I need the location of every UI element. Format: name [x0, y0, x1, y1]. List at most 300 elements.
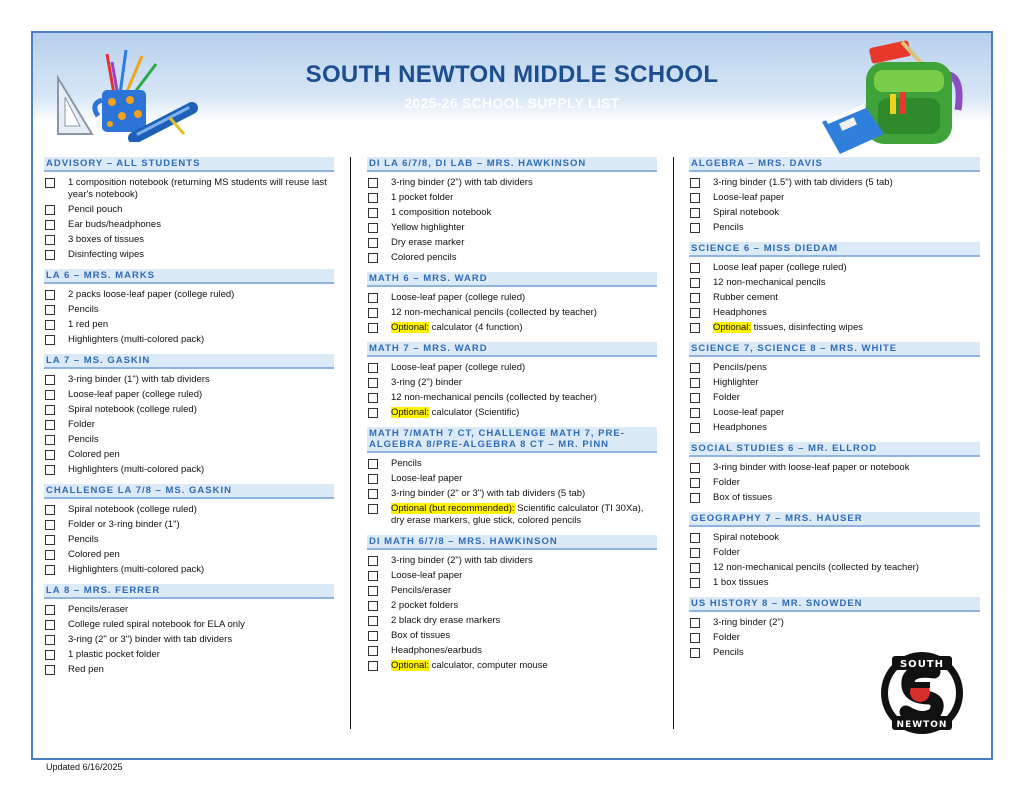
optional-highlight: Optional (but recommended): [391, 502, 515, 514]
checkbox[interactable] [690, 363, 700, 373]
checkbox[interactable] [690, 563, 700, 573]
checkbox[interactable] [690, 208, 700, 218]
checkbox[interactable] [45, 205, 55, 215]
checkbox[interactable] [690, 648, 700, 658]
checkbox[interactable] [45, 305, 55, 315]
supply-item-label [713, 292, 778, 304]
supply-item-text: 3 boxes of tissues [68, 233, 145, 245]
checkbox[interactable] [368, 661, 378, 671]
checkbox[interactable] [45, 465, 55, 475]
supply-item [44, 175, 334, 202]
supply-item [44, 602, 334, 617]
supply-item-label [391, 503, 657, 527]
supply-item-label [713, 477, 740, 489]
supply-item [44, 247, 334, 262]
supply-item-label [391, 392, 597, 404]
supply-item-text: Spiral notebook (college ruled) [68, 503, 197, 515]
supply-item [367, 305, 657, 320]
supply-item [44, 617, 334, 632]
supply-item-label [68, 419, 95, 431]
checkbox[interactable] [368, 631, 378, 641]
supply-item-text: Dry erase marker [391, 236, 465, 248]
supply-item-label [391, 177, 533, 189]
page-subtitle: 2025-26 SCHOOL SUPPLY LIST [404, 95, 620, 111]
supply-item-label [68, 449, 120, 461]
optional-highlight: Optional: [713, 321, 752, 333]
checkbox[interactable] [368, 223, 378, 233]
supply-item [367, 320, 657, 335]
supply-item-text: Loose-leaf paper [713, 406, 785, 418]
checkbox[interactable] [45, 435, 55, 445]
checkbox[interactable] [45, 335, 55, 345]
supply-item-text: 1 red pen [68, 318, 109, 330]
supply-item-text: 3-ring binder (2" or 3") with tab dividers (5 tab) [391, 487, 586, 499]
supply-item [44, 317, 334, 332]
supply-item-text: 2 packs loose-leaf paper (college ruled) [68, 288, 235, 300]
supply-item-label [391, 660, 548, 672]
supply-item-text: 3-ring binder (1") with tab dividers [68, 373, 210, 385]
supply-section [367, 427, 657, 528]
section-heading: GEOGRAPHY 7 – MRS. HAUSER [689, 512, 980, 527]
checkbox[interactable] [368, 238, 378, 248]
supply-item-text: tissues, disinfecting wipes [751, 321, 863, 333]
supply-item-label [391, 207, 491, 219]
supply-item-text: Highlighter [713, 376, 759, 388]
supply-item-text: Pencils/eraser [68, 603, 129, 615]
checkbox[interactable] [368, 293, 378, 303]
supply-item-text: 2 pocket folders [391, 599, 459, 611]
supply-item-text: Loose-leaf paper (college ruled) [68, 388, 203, 400]
checkbox[interactable] [690, 618, 700, 628]
section-heading: MATH 7/MATH 7 CT, CHALLENGE MATH 7, PRE-ALGEBRA 8/PRE-ALGEBRA 8 CT – MR. PINN [367, 427, 657, 453]
supply-item-text: Loose-leaf paper [713, 191, 785, 203]
supply-item-label [713, 207, 779, 219]
checkbox[interactable] [368, 253, 378, 263]
supply-section [367, 272, 657, 335]
supply-item-label [713, 577, 768, 589]
school-supplies-illustration [52, 42, 200, 142]
supply-item-text: 3-ring (2" or 3") binder with tab dividers [68, 633, 233, 645]
checkbox[interactable] [368, 363, 378, 373]
checkbox[interactable] [690, 393, 700, 403]
supply-item [44, 662, 334, 677]
checkbox[interactable] [45, 535, 55, 545]
supply-item [44, 287, 334, 302]
supply-item-label [391, 600, 458, 612]
section-heading: MATH 7 – MRS. WARD [367, 342, 657, 357]
supply-item [44, 417, 334, 432]
supply-item [689, 275, 980, 290]
checkbox[interactable] [368, 646, 378, 656]
supply-item-text: calculator (4 function) [429, 321, 523, 333]
checkbox[interactable] [45, 235, 55, 245]
supply-item [44, 462, 334, 477]
supply-item-label [391, 488, 585, 500]
checkbox[interactable] [45, 450, 55, 460]
supply-item [367, 390, 657, 405]
supply-item [689, 390, 980, 405]
supply-item-text: Pencils [713, 646, 744, 658]
supply-item-text: Loose leaf paper (college ruled) [713, 261, 847, 273]
checkbox[interactable] [690, 293, 700, 303]
supply-item [44, 517, 334, 532]
supply-item-text: Red pen [68, 663, 104, 675]
supply-item-label [68, 649, 160, 661]
checkbox[interactable] [368, 193, 378, 203]
supply-item-label [68, 604, 128, 616]
supply-item-label [713, 492, 772, 504]
checkbox[interactable] [690, 193, 700, 203]
checkbox[interactable] [368, 616, 378, 626]
supply-item-label [68, 249, 144, 261]
supply-item [689, 475, 980, 490]
supply-column-2 [367, 157, 657, 680]
supply-section [44, 584, 334, 677]
checkbox[interactable] [368, 556, 378, 566]
section-heading: DI MATH 6/7/8 – MRS. HAWKINSON [367, 535, 657, 550]
supply-section [44, 354, 334, 477]
supply-item-label [713, 647, 744, 659]
optional-highlight: Optional: [391, 659, 430, 671]
checkbox[interactable] [690, 278, 700, 288]
supply-item-text: Loose-leaf paper (college ruled) [391, 361, 526, 373]
supply-item [44, 332, 334, 347]
supply-item [367, 643, 657, 658]
supply-section [367, 157, 657, 265]
supply-item [367, 235, 657, 250]
checkbox[interactable] [368, 178, 378, 188]
supply-item [689, 190, 980, 205]
supply-item [367, 553, 657, 568]
supply-item [367, 220, 657, 235]
supply-item-label [391, 362, 525, 374]
checkbox[interactable] [45, 320, 55, 330]
supply-item-label [391, 192, 453, 204]
supply-item [367, 568, 657, 583]
supply-item-label [68, 564, 204, 576]
checkbox[interactable] [368, 308, 378, 318]
supply-item-text: 3-ring binder (2") with tab dividers [391, 554, 533, 566]
supply-item-text: 3-ring binder with loose-leaf paper or notebook [713, 461, 910, 473]
checkbox[interactable] [690, 578, 700, 588]
section-heading: LA 6 – MRS. MARKS [44, 269, 334, 284]
supply-item-text: 1 composition notebook (returning MS students will reuse last year's notebook) [68, 176, 327, 200]
supply-item-text: 3-ring binder (2") [713, 616, 784, 628]
supply-item-label [68, 234, 144, 246]
checkbox[interactable] [368, 571, 378, 581]
backpack-illustration [818, 36, 974, 156]
supply-item [367, 486, 657, 501]
checkbox[interactable] [368, 474, 378, 484]
supply-item [44, 432, 334, 447]
supply-item-label [713, 177, 893, 189]
supply-item-label [391, 222, 465, 234]
supply-item-text: 1 box tissues [713, 576, 769, 588]
supply-item [44, 647, 334, 662]
supply-item-text: Folder [68, 418, 95, 430]
supply-item-text: Pencils [68, 303, 99, 315]
supply-item-text: Highlighters (multi-colored pack) [68, 333, 205, 345]
supply-item-label [68, 434, 99, 446]
checkbox[interactable] [690, 548, 700, 558]
supply-item-label [713, 277, 825, 289]
checkbox[interactable] [368, 393, 378, 403]
supply-item [44, 232, 334, 247]
supply-item-label [68, 664, 104, 676]
supply-item-label [391, 473, 462, 485]
supply-item [367, 598, 657, 613]
supply-item-text: Disinfecting wipes [68, 248, 145, 260]
logo-top-text: SOUTH [899, 659, 945, 670]
supply-item [44, 562, 334, 577]
supply-item-text: Scientific calculator (TI 30Xa), dry erase markers, glue stick, colored pencils [391, 502, 644, 526]
supply-item [689, 220, 980, 235]
section-heading: ADVISORY – ALL STUDENTS [44, 157, 334, 172]
supply-item-label [713, 617, 784, 629]
supply-item [44, 532, 334, 547]
checkbox[interactable] [45, 605, 55, 615]
supply-section [689, 242, 980, 335]
supply-item-label [391, 307, 597, 319]
checkbox[interactable] [690, 533, 700, 543]
supply-item-text: Highlighters (multi-colored pack) [68, 463, 205, 475]
checkbox[interactable] [45, 220, 55, 230]
supply-item-text: 3-ring binder (1.5") with tab dividers (5 tab) [713, 176, 893, 188]
supply-item-label [713, 562, 919, 574]
supply-item [689, 375, 980, 390]
supply-item-label [391, 570, 462, 582]
supply-item [689, 615, 980, 630]
supply-item-text: 12 non-mechanical pencils (collected by teacher) [391, 306, 597, 318]
supply-item-text: Pencil pouch [68, 203, 123, 215]
supply-item-text: 1 plastic pocket folder [68, 648, 160, 660]
supply-section [689, 512, 980, 590]
supply-item [689, 560, 980, 575]
checkbox[interactable] [45, 520, 55, 530]
checkbox[interactable] [368, 408, 378, 418]
supply-item-text: Pencils/eraser [391, 584, 452, 596]
supply-item-label [68, 177, 334, 201]
supply-section [367, 535, 657, 673]
supply-item-label [713, 407, 784, 419]
supply-item-text: Pencils [391, 457, 422, 469]
supply-item-text: Loose-leaf paper [391, 569, 463, 581]
checkbox[interactable] [368, 378, 378, 388]
supply-item [44, 217, 334, 232]
supply-item [367, 501, 657, 528]
checkbox[interactable] [45, 550, 55, 560]
checkbox[interactable] [368, 323, 378, 333]
supply-item-label [391, 645, 482, 657]
column-divider [673, 157, 674, 729]
supply-item-label [713, 532, 779, 544]
supply-item [689, 260, 980, 275]
checkbox[interactable] [45, 178, 55, 188]
supply-section [367, 342, 657, 420]
supply-item-label [68, 549, 120, 561]
supply-item-label [391, 292, 525, 304]
supply-item [44, 202, 334, 217]
supply-item-label [713, 192, 784, 204]
supply-item-label [713, 377, 758, 389]
school-logo [872, 648, 972, 738]
section-heading: LA 7 – MS. GASKIN [44, 354, 334, 369]
checkbox[interactable] [45, 405, 55, 415]
supply-item-label [713, 547, 740, 559]
checkbox[interactable] [690, 378, 700, 388]
supply-item-label [391, 615, 500, 627]
checkbox[interactable] [690, 478, 700, 488]
supply-item [689, 360, 980, 375]
supply-item [44, 502, 334, 517]
supply-item-text: Box of tissues [391, 629, 451, 641]
checkbox[interactable] [690, 633, 700, 643]
supply-item-text: 3-ring binder (2") with tab dividers [391, 176, 533, 188]
checkbox[interactable] [45, 290, 55, 300]
supply-item [367, 628, 657, 643]
supply-item-text: Spiral notebook [713, 206, 780, 218]
supply-item [367, 190, 657, 205]
checkbox[interactable] [690, 408, 700, 418]
supply-item [44, 402, 334, 417]
supply-item-label [391, 322, 523, 334]
supply-item [689, 305, 980, 320]
supply-item-label [68, 534, 99, 546]
checkbox[interactable] [45, 505, 55, 515]
supply-section [44, 269, 334, 347]
supply-item-label [68, 404, 197, 416]
supply-item-label [713, 262, 847, 274]
supply-item [44, 547, 334, 562]
checkbox[interactable] [690, 308, 700, 318]
optional-highlight: Optional: [391, 321, 430, 333]
supply-item-text: Headphones/earbuds [391, 644, 482, 656]
supply-item-text: Pencils [68, 433, 99, 445]
supply-item-label [68, 464, 204, 476]
supply-item-label [713, 322, 863, 334]
checkbox[interactable] [45, 420, 55, 430]
supply-item-text: Folder [713, 391, 740, 403]
supply-item-text: 12 non-mechanical pencils (collected by teacher) [713, 561, 919, 573]
supply-item-text: College ruled spiral notebook for ELA only [68, 618, 245, 630]
supply-column-1 [44, 157, 334, 684]
section-heading: SCIENCE 7, SCIENCE 8 – MRS. WHITE [689, 342, 980, 357]
supply-item-label [391, 458, 422, 470]
page-title: SOUTH NEWTON MIDDLE SCHOOL [305, 61, 719, 88]
section-heading: CHALLENGE LA 7/8 – MS. GASKIN [44, 484, 334, 499]
column-divider [350, 157, 351, 729]
supply-item-label [713, 307, 767, 319]
updated-date: Updated 6/16/2025 [46, 762, 123, 772]
supply-item-text: Folder or 3-ring binder (1") [68, 518, 180, 530]
supply-item-text: 12 non-mechanical pencils [713, 276, 826, 288]
supply-item-text: Folder [713, 631, 740, 643]
supply-item-text: Loose-leaf paper (college ruled) [391, 291, 526, 303]
checkbox[interactable] [690, 323, 700, 333]
supply-item [367, 613, 657, 628]
supply-item-label [391, 585, 451, 597]
supply-item [44, 372, 334, 387]
checkbox[interactable] [45, 650, 55, 660]
supply-item-text: Folder [713, 546, 740, 558]
checkbox[interactable] [45, 665, 55, 675]
checkbox[interactable] [368, 586, 378, 596]
section-heading: MATH 6 – MRS. WARD [367, 272, 657, 287]
supply-item-text: Spiral notebook (college ruled) [68, 403, 197, 415]
supply-item-label [68, 374, 210, 386]
checkbox[interactable] [45, 390, 55, 400]
section-heading: LA 8 – MRS. FERRER [44, 584, 334, 599]
supply-item-label [68, 319, 108, 331]
checkbox[interactable] [45, 375, 55, 385]
checkbox[interactable] [690, 493, 700, 503]
supply-section [689, 342, 980, 435]
supply-item [367, 405, 657, 420]
checkbox[interactable] [690, 223, 700, 233]
checkbox[interactable] [45, 565, 55, 575]
supply-item-text: calculator (Scientific) [429, 406, 520, 418]
section-heading: DI LA 6/7/8, DI LAB – MRS. HAWKINSON [367, 157, 657, 172]
checkbox[interactable] [690, 178, 700, 188]
supply-item-text: Pencils [68, 533, 99, 545]
checkbox[interactable] [368, 489, 378, 499]
checkbox[interactable] [368, 459, 378, 469]
supply-item [367, 205, 657, 220]
supply-item [689, 290, 980, 305]
supply-item [367, 250, 657, 265]
supply-item [367, 290, 657, 305]
supply-item [367, 175, 657, 190]
supply-item-label [68, 504, 197, 516]
checkbox[interactable] [368, 504, 378, 514]
supply-item-text: Folder [713, 476, 740, 488]
checkbox[interactable] [45, 250, 55, 260]
supply-item-text: 12 non-mechanical pencils (collected by teacher) [391, 391, 597, 403]
supply-item-label [68, 519, 180, 531]
supply-item [689, 205, 980, 220]
supply-item-label [68, 219, 161, 231]
supply-item-text: 3-ring (2") binder [391, 376, 462, 388]
supply-item-label [391, 377, 462, 389]
section-heading: SOCIAL STUDIES 6 – MR. ELLROD [689, 442, 980, 457]
supply-item-text: Headphones [713, 421, 767, 433]
supply-item-text: calculator, computer mouse [429, 659, 548, 671]
supply-item-text: 1 composition notebook [391, 206, 492, 218]
supply-item-label [713, 392, 740, 404]
supply-item [689, 490, 980, 505]
supply-item-text: Box of tissues [713, 491, 773, 503]
supply-item-text: Ear buds/headphones [68, 218, 161, 230]
supply-item [689, 175, 980, 190]
checkbox[interactable] [45, 635, 55, 645]
checkbox[interactable] [690, 423, 700, 433]
checkbox[interactable] [368, 601, 378, 611]
supply-section [689, 442, 980, 505]
checkbox[interactable] [368, 208, 378, 218]
supply-item [44, 447, 334, 462]
checkbox[interactable] [690, 463, 700, 473]
supply-item-label [68, 304, 99, 316]
supply-item [689, 420, 980, 435]
supply-item-text: Spiral notebook [713, 531, 780, 543]
supply-item-text: Highlighters (multi-colored pack) [68, 563, 205, 575]
checkbox[interactable] [690, 263, 700, 273]
supply-item [367, 658, 657, 673]
checkbox[interactable] [45, 620, 55, 630]
supply-item-label [391, 407, 519, 419]
supply-item [44, 302, 334, 317]
supply-item [689, 575, 980, 590]
